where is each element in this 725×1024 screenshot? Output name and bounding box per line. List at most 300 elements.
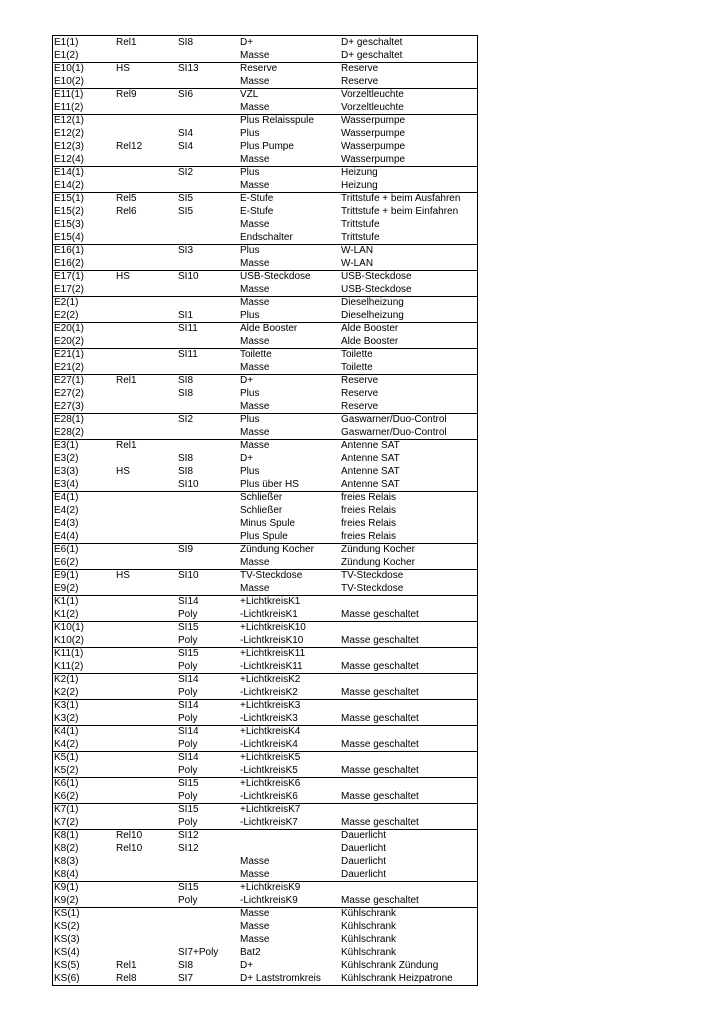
table-row [53,309,477,322]
signal-cell: Masse [240,557,270,568]
fuse-cell: SI14 [178,726,199,737]
signal-cell: +LichtkreisK2 [240,674,301,685]
signal-cell: USB-Steckdose [240,271,311,282]
table-row [53,140,477,153]
table-row [53,569,477,582]
signal-cell: +LichtkreisK4 [240,726,301,737]
table-row [53,855,477,868]
fuse-cell: SI12 [178,843,199,854]
signal-cell: Toilette [240,349,272,360]
connector-cell: KS(6) [54,973,80,984]
table-row [53,439,477,452]
function-cell: Masse geschaltet [341,895,419,906]
signal-cell: Alde Booster [240,323,298,334]
connector-cell: KS(4) [54,947,80,958]
fuse-cell: SI14 [178,752,199,763]
signal-cell: Masse [240,76,270,87]
table-row [53,270,477,283]
table-row [53,88,477,101]
signal-cell: -LichtkreisK2 [240,687,298,698]
function-cell: Kühlschrank [341,908,397,919]
connector-cell: E21(1) [54,349,85,360]
table-row [53,712,477,725]
connector-cell: E15(1) [54,193,85,204]
function-cell: Dauerlicht [341,830,387,841]
table-row [53,907,477,920]
signal-cell: Plus Pumpe [240,141,294,152]
fuse-cell: SI14 [178,700,199,711]
function-cell: Kühlschrank [341,921,397,932]
connector-cell: E4(3) [54,518,79,529]
function-cell: W-LAN [341,245,374,256]
signal-cell: +LichtkreisK6 [240,778,301,789]
table-row [53,530,477,543]
relay-cell: Rel1 [116,440,137,451]
signal-cell: +LichtkreisK10 [240,622,306,633]
fuse-cell: SI9 [178,544,194,555]
function-cell: Trittstufe + beim Ausfahren [341,193,461,204]
signal-cell: -LichtkreisK6 [240,791,298,802]
table-row [53,699,477,712]
signal-cell: -LichtkreisK7 [240,817,298,828]
function-cell: D+ geschaltet [341,50,403,61]
table-row [53,452,477,465]
function-cell: TV-Steckdose [341,570,404,581]
table-row [53,374,477,387]
function-cell: Reserve [341,375,379,386]
fuse-cell: SI14 [178,674,199,685]
connector-cell: E9(1) [54,570,79,581]
fuse-cell: SI1 [178,310,194,321]
fuse-cell: Poly [178,609,198,620]
function-cell: USB-Steckdose [341,271,412,282]
connector-cell: E12(3) [54,141,85,152]
relay-cell: HS [116,570,130,581]
signal-cell: Schließer [240,505,283,516]
connector-cell: K8(3) [54,856,79,867]
fuse-cell: SI8 [178,37,194,48]
table-row [53,335,477,348]
table-row [53,790,477,803]
connector-cell: E17(1) [54,271,85,282]
function-cell: Reserve [341,63,379,74]
function-cell: Wasserpumpe [341,128,406,139]
function-cell: Reserve [341,388,379,399]
connector-cell: K9(1) [54,882,79,893]
connector-cell: KS(3) [54,934,80,945]
table-row [53,244,477,257]
function-cell: Masse geschaltet [341,635,419,646]
table-row [53,595,477,608]
function-cell: Gaswarner/Duo-Control [341,414,447,425]
function-cell: Gaswarner/Duo-Control [341,427,447,438]
signal-cell: Plus [240,245,260,256]
function-cell: Kühlschrank Heizpatrone [341,973,453,984]
fuse-cell: SI8 [178,960,194,971]
table-row [53,166,477,179]
function-cell: Dauerlicht [341,869,387,880]
signal-cell: Plus [240,128,260,139]
signal-cell: Plus [240,388,260,399]
function-cell: Antenne SAT [341,466,400,477]
table-row [53,842,477,855]
fuse-cell: SI7+Poly [178,947,219,958]
connector-cell: E3(4) [54,479,79,490]
function-cell: Antenne SAT [341,440,400,451]
function-cell: Trittstufe [341,219,380,230]
connector-cell: K11(2) [54,661,84,672]
fuse-cell: Poly [178,791,198,802]
function-cell: Alde Booster [341,336,399,347]
signal-cell: E-Stufe [240,206,274,217]
signal-cell: Plus über HS [240,479,299,490]
connector-cell: E20(1) [54,323,85,334]
fuse-cell: SI15 [178,882,199,893]
function-cell: Masse geschaltet [341,609,419,620]
function-cell: Zündung Kocher [341,557,415,568]
fuse-cell: Poly [178,765,198,776]
connector-cell: K1(2) [54,609,79,620]
signal-cell: D+ [240,453,254,464]
signal-cell: Plus Spule [240,531,288,542]
table-row [53,231,477,244]
function-cell: Reserve [341,76,379,87]
signal-cell: Plus [240,466,260,477]
function-cell: Masse geschaltet [341,739,419,750]
connector-cell: E16(1) [54,245,85,256]
fuse-cell: SI4 [178,141,194,152]
connector-cell: E15(4) [54,232,85,243]
function-cell: Masse geschaltet [341,713,419,724]
fuse-cell: SI10 [178,479,199,490]
connector-cell: E15(3) [54,219,85,230]
signal-cell: Masse [240,427,270,438]
fuse-cell: SI2 [178,167,194,178]
function-cell: Masse geschaltet [341,765,419,776]
table-row [53,101,477,114]
fuse-cell: Poly [178,635,198,646]
connector-cell: E3(2) [54,453,79,464]
fuse-cell: Poly [178,817,198,828]
connector-cell: E12(4) [54,154,85,165]
signal-cell: +LichtkreisK9 [240,882,301,893]
connector-cell: K7(2) [54,817,79,828]
table-row [53,153,477,166]
signal-cell: Masse [240,401,270,412]
fuse-cell: SI5 [178,193,194,204]
fuse-cell: SI3 [178,245,194,256]
relay-cell: Rel6 [116,206,137,217]
connector-cell: KS(2) [54,921,80,932]
signal-cell: D+ Laststromkreis [240,973,321,984]
connector-cell: K6(1) [54,778,79,789]
signal-cell: -LichtkreisK5 [240,765,298,776]
function-cell: Kühlschrank [341,947,397,958]
connector-cell: E14(2) [54,180,85,191]
signal-cell: Masse [240,362,270,373]
fuse-cell: SI6 [178,89,194,100]
connector-cell: E6(1) [54,544,79,555]
connector-cell: E11(2) [54,102,84,113]
signal-cell: Schließer [240,492,283,503]
table-row [53,816,477,829]
function-cell: freies Relais [341,492,397,503]
function-cell: Masse geschaltet [341,791,419,802]
signal-cell: Masse [240,934,270,945]
function-cell: Antenne SAT [341,479,400,490]
connector-cell: E10(1) [54,63,85,74]
table-row [53,296,477,309]
signal-cell: -LichtkreisK9 [240,895,298,906]
table-row [53,478,477,491]
connector-cell: E4(1) [54,492,79,503]
function-cell: Antenne SAT [341,453,400,464]
fuse-cell: SI8 [178,388,194,399]
function-cell: Reserve [341,401,379,412]
function-cell: Masse geschaltet [341,817,419,828]
connector-cell: K7(1) [54,804,79,815]
fuse-cell: SI8 [178,375,194,386]
signal-cell: D+ [240,960,254,971]
signal-cell: Masse [240,180,270,191]
fuse-cell: SI15 [178,778,199,789]
connector-cell: K4(2) [54,739,79,750]
fuse-cell: SI15 [178,648,199,659]
fuse-cell: Poly [178,661,198,672]
relay-cell: Rel8 [116,973,137,984]
function-cell: Trittstufe [341,232,380,243]
table-row [53,725,477,738]
connector-cell: E11(1) [54,89,84,100]
relay-cell: Rel10 [116,830,143,841]
fuse-cell: SI14 [178,596,199,607]
table-row [53,634,477,647]
function-cell: Kühlschrank [341,934,397,945]
fuse-cell: SI11 [178,323,198,334]
table-row [53,946,477,959]
relay-cell: HS [116,63,130,74]
table-row [53,803,477,816]
fuse-cell: SI12 [178,830,199,841]
signal-cell: Plus Relaisspule [240,115,314,126]
function-cell: Dauerlicht [341,843,387,854]
connector-cell: E10(2) [54,76,85,87]
signal-cell: Masse [240,284,270,295]
signal-cell: D+ [240,375,254,386]
table-row [53,192,477,205]
table-row [53,881,477,894]
table-row [53,361,477,374]
table-row [53,686,477,699]
signal-cell: +LichtkreisK1 [240,596,301,607]
fuse-cell: SI11 [178,349,198,360]
signal-cell: Masse [240,583,270,594]
table-row [53,218,477,231]
signal-cell: Masse [240,440,270,451]
function-cell: Dauerlicht [341,856,387,867]
relay-cell: Rel10 [116,843,143,854]
table-row [53,543,477,556]
connector-cell: E12(1) [54,115,85,126]
table-row [53,959,477,972]
connector-cell: E12(2) [54,128,85,139]
signal-cell: TV-Steckdose [240,570,303,581]
table-row [53,777,477,790]
signal-cell: Masse [240,908,270,919]
signal-cell: +LichtkreisK5 [240,752,301,763]
table-row [53,114,477,127]
table-row [53,400,477,413]
table-row [53,738,477,751]
connector-cell: K5(2) [54,765,79,776]
table-row [53,205,477,218]
signal-cell: Zündung Kocher [240,544,314,555]
signal-cell: -LichtkreisK3 [240,713,298,724]
function-cell: Alde Booster [341,323,399,334]
relay-cell: Rel1 [116,960,137,971]
signal-cell: Bat2 [240,947,261,958]
table-row [53,751,477,764]
signal-cell: Masse [240,102,270,113]
fuse-cell: Poly [178,687,198,698]
function-cell: Vorzeltleuchte [341,89,404,100]
fuse-cell: SI15 [178,804,199,815]
connector-cell: K2(2) [54,687,79,698]
fuse-cell: SI10 [178,570,199,581]
connector-cell: E16(2) [54,258,85,269]
connector-cell: K8(1) [54,830,79,841]
connector-cell: E4(4) [54,531,79,542]
table-row [53,504,477,517]
table-row [53,556,477,569]
signal-cell: Masse [240,921,270,932]
fuse-cell: Poly [178,895,198,906]
connector-cell: K8(4) [54,869,79,880]
connector-cell: K5(1) [54,752,79,763]
signal-cell: Masse [240,154,270,165]
relay-cell: HS [116,466,130,477]
table-row [53,868,477,881]
fuse-cell: SI10 [178,271,199,282]
table-row [53,829,477,842]
table-row [53,933,477,946]
function-cell: Toilette [341,349,373,360]
fuse-cell: Poly [178,713,198,724]
function-cell: Zündung Kocher [341,544,415,555]
function-cell: W-LAN [341,258,374,269]
table-row [53,127,477,140]
table-row [53,49,477,62]
connector-cell: K1(1) [54,596,79,607]
table-row [53,413,477,426]
function-cell: Wasserpumpe [341,154,406,165]
signal-cell: Endschalter [240,232,293,243]
relay-cell: Rel1 [116,37,137,48]
fuse-cell: SI8 [178,453,194,464]
fuse-cell: SI7 [178,973,194,984]
table-row [53,972,477,986]
table-row [53,348,477,361]
table-row [53,465,477,478]
function-cell: Trittstufe + beim Einfahren [341,206,459,217]
relay-cell: HS [116,271,130,282]
connector-cell: E9(2) [54,583,79,594]
connector-cell: E28(1) [54,414,85,425]
signal-cell: Masse [240,258,270,269]
fuse-cell: SI4 [178,128,194,139]
fuse-cell: SI2 [178,414,194,425]
connector-cell: E21(2) [54,362,85,373]
signal-cell: Masse [240,50,270,61]
signal-cell: Masse [240,856,270,867]
signal-cell: -LichtkreisK10 [240,635,304,646]
table-row [53,894,477,907]
connector-cell: KS(5) [54,960,80,971]
function-cell: USB-Steckdose [341,284,412,295]
table-row [53,62,477,75]
table-row [53,322,477,335]
signal-cell: Plus [240,310,260,321]
signal-cell: Masse [240,869,270,880]
signal-cell: -LichtkreisK11 [240,661,303,672]
connector-cell: K4(1) [54,726,79,737]
relay-cell: Rel9 [116,89,137,100]
connector-cell: E14(1) [54,167,85,178]
table-row [53,764,477,777]
function-cell: Kühlschrank Zündung [341,960,439,971]
function-cell: Masse geschaltet [341,661,419,672]
signal-cell: -LichtkreisK1 [240,609,298,620]
signal-cell: +LichtkreisK11 [240,648,306,659]
signal-cell: Minus Spule [240,518,296,529]
connector-cell: E1(2) [54,50,79,61]
fuse-cell: Poly [178,739,198,750]
table-row [53,36,477,49]
table-row [53,647,477,660]
function-cell: Dieselheizung [341,310,404,321]
signal-cell: Masse [240,297,270,308]
relay-cell: Rel12 [116,141,143,152]
connector-cell: KS(1) [54,908,80,919]
signal-cell: +LichtkreisK3 [240,700,301,711]
connector-cell: E17(2) [54,284,85,295]
function-cell: freies Relais [341,518,397,529]
connector-table [52,35,478,986]
connector-cell: E27(2) [54,388,85,399]
fuse-cell: SI8 [178,466,194,477]
function-cell: D+ geschaltet [341,37,403,48]
connector-cell: K3(1) [54,700,79,711]
function-cell: Wasserpumpe [341,115,406,126]
table-row [53,608,477,621]
connector-cell: K11(1) [54,648,84,659]
fuse-cell: SI15 [178,622,199,633]
connector-cell: E3(3) [54,466,79,477]
relay-cell: Rel5 [116,193,137,204]
table-row [53,283,477,296]
connector-cell: K9(2) [54,895,79,906]
connector-cell: E3(1) [54,440,79,451]
table-row [53,673,477,686]
function-cell: Toilette [341,362,373,373]
signal-cell: -LichtkreisK4 [240,739,298,750]
connector-cell: K10(2) [54,635,85,646]
table-row [53,257,477,270]
table-row [53,491,477,504]
function-cell: freies Relais [341,531,397,542]
signal-cell: VZL [240,89,259,100]
table-row [53,621,477,634]
